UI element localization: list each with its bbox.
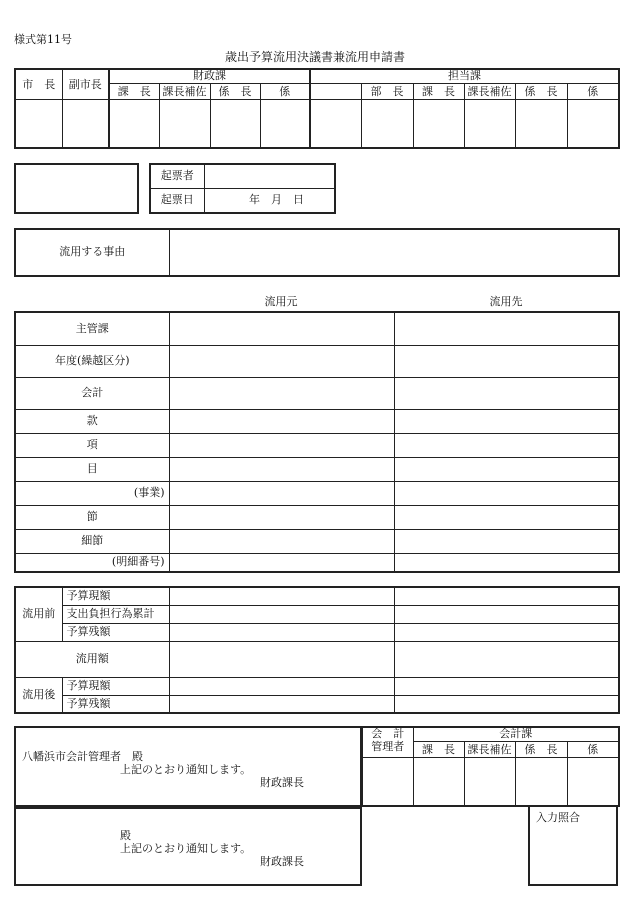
source-cell[interactable] bbox=[169, 553, 394, 572]
destination-cell[interactable] bbox=[394, 409, 619, 433]
document-number-box[interactable] bbox=[14, 163, 139, 214]
stamp-cell[interactable] bbox=[210, 100, 260, 148]
finance-col-label: 課 長 bbox=[109, 83, 159, 99]
row-label: 主管課 bbox=[15, 312, 169, 345]
approval-table bbox=[14, 68, 620, 149]
stamp-cell[interactable] bbox=[413, 758, 464, 806]
responsible-col-blank bbox=[310, 83, 361, 99]
draft-date-label: 起票日 bbox=[150, 189, 204, 214]
source-amount-cell[interactable] bbox=[169, 587, 394, 605]
stamp-cell[interactable] bbox=[361, 100, 413, 148]
destination-cell[interactable] bbox=[394, 529, 619, 553]
notice-signer: 財政課長 bbox=[260, 855, 304, 868]
notice-addressee: 殿 bbox=[120, 829, 131, 842]
stamp-cell[interactable] bbox=[362, 758, 413, 806]
stamp-cell[interactable] bbox=[109, 100, 159, 148]
amount-row-label: 予算現額 bbox=[62, 677, 169, 695]
stamp-cell[interactable] bbox=[159, 100, 210, 148]
accounting-dept-label: 会計課 bbox=[413, 727, 619, 741]
destination-cell[interactable] bbox=[394, 377, 619, 409]
responsible-col-label: 部 長 bbox=[361, 83, 413, 99]
accounting-col-label: 係 bbox=[567, 741, 619, 757]
before-transfer-label: 流用前 bbox=[15, 587, 62, 641]
responsible-col-label: 課長補佐 bbox=[464, 83, 515, 99]
notice-body: 上記のとおり通知します。 bbox=[120, 842, 252, 855]
destination-cell[interactable] bbox=[394, 345, 619, 377]
source-amount-cell[interactable] bbox=[169, 677, 394, 695]
amount-row-label: 予算残額 bbox=[62, 623, 169, 641]
drafter-table bbox=[149, 163, 336, 214]
detail-table bbox=[14, 311, 620, 573]
source-cell[interactable] bbox=[169, 433, 394, 457]
destination-amount-cell[interactable] bbox=[394, 695, 619, 713]
stamp-cell[interactable] bbox=[515, 758, 567, 806]
stamp-cell[interactable] bbox=[464, 100, 515, 148]
stamp-cell[interactable] bbox=[413, 100, 464, 148]
vice-mayor-label: 副市長 bbox=[62, 69, 109, 100]
mayor-label: 市 長 bbox=[15, 69, 62, 100]
row-label: 年度(繰越区分) bbox=[15, 345, 169, 377]
amount-row-label: 予算現額 bbox=[62, 587, 169, 605]
responsible-col-label: 係 長 bbox=[515, 83, 567, 99]
finance-dept-label: 財政課 bbox=[109, 69, 310, 83]
stamp-cell[interactable] bbox=[464, 758, 515, 806]
responsible-dept-label: 担当課 bbox=[310, 69, 619, 83]
source-cell[interactable] bbox=[169, 345, 394, 377]
row-label: 会計 bbox=[15, 377, 169, 409]
accounting-manager-label bbox=[362, 727, 413, 758]
stamp-cell[interactable] bbox=[567, 100, 619, 148]
amount-row-label: 支出負担行為累計 bbox=[62, 605, 169, 623]
destination-amount-cell[interactable] bbox=[394, 587, 619, 605]
finance-col-label: 係 bbox=[260, 83, 310, 99]
source-cell[interactable] bbox=[169, 481, 394, 505]
form-number: 様式第11号 bbox=[14, 33, 72, 46]
accounting-col-label: 係 長 bbox=[515, 741, 567, 757]
stamp-cell[interactable] bbox=[260, 100, 310, 148]
row-label: 細節 bbox=[15, 529, 169, 553]
stamp-cell[interactable] bbox=[567, 758, 619, 806]
document-title: 歳出予算流用決議書兼流用申請書 bbox=[224, 50, 405, 64]
source-cell[interactable] bbox=[169, 312, 394, 345]
notice-addressee: 八幡浜市会計管理者 殿 bbox=[22, 750, 143, 763]
destination-cell[interactable] bbox=[394, 433, 619, 457]
destination-cell[interactable] bbox=[394, 312, 619, 345]
stamp-cell[interactable] bbox=[310, 100, 361, 148]
amounts-table bbox=[14, 586, 620, 714]
destination-column-header: 流用先 bbox=[489, 295, 523, 308]
row-label: 款 bbox=[15, 409, 169, 433]
finance-col-label: 課長補佐 bbox=[159, 83, 210, 99]
accounting-manager-label-line1: 会 計 bbox=[371, 727, 405, 740]
notice-to-accounting-manager bbox=[14, 726, 362, 807]
source-cell[interactable] bbox=[169, 529, 394, 553]
transfer-amount-label: 流用額 bbox=[15, 641, 169, 677]
responsible-col-label: 係 bbox=[567, 83, 619, 99]
destination-cell[interactable] bbox=[394, 457, 619, 481]
destination-cell[interactable] bbox=[394, 505, 619, 529]
row-label: (明細番号) bbox=[15, 553, 169, 572]
row-label: 節 bbox=[15, 505, 169, 529]
reason-table bbox=[14, 228, 620, 277]
accounting-col-label: 課長補佐 bbox=[464, 741, 515, 757]
draft-date-field[interactable]: 年 月 日 bbox=[204, 189, 335, 214]
notice-body: 上記のとおり通知します。 bbox=[120, 763, 252, 776]
source-cell[interactable] bbox=[169, 505, 394, 529]
destination-amount-cell[interactable] bbox=[394, 605, 619, 623]
drafter-field[interactable] bbox=[204, 164, 335, 189]
stamp-cell[interactable] bbox=[62, 100, 109, 148]
after-transfer-label: 流用後 bbox=[15, 677, 62, 713]
destination-amount-cell[interactable] bbox=[394, 641, 619, 677]
drafter-label: 起票者 bbox=[150, 164, 204, 189]
source-amount-cell[interactable] bbox=[169, 605, 394, 623]
input-check-box[interactable] bbox=[528, 805, 618, 886]
stamp-cell[interactable] bbox=[15, 100, 62, 148]
source-column-header: 流用元 bbox=[264, 295, 298, 308]
accounting-manager-label-line2: 管理者 bbox=[371, 739, 405, 753]
source-amount-cell[interactable] bbox=[169, 623, 394, 641]
notice-signer: 財政課長 bbox=[260, 776, 304, 789]
input-check-label: 入力照合 bbox=[536, 811, 580, 824]
amount-row-label: 予算残額 bbox=[62, 695, 169, 713]
stamp-cell[interactable] bbox=[515, 100, 567, 148]
destination-amount-cell[interactable] bbox=[394, 623, 619, 641]
source-cell[interactable] bbox=[169, 377, 394, 409]
row-label: (事業) bbox=[15, 481, 169, 505]
destination-amount-cell[interactable] bbox=[394, 677, 619, 695]
finance-col-label: 係 長 bbox=[210, 83, 260, 99]
destination-cell[interactable] bbox=[394, 553, 619, 572]
notice-to-addressee bbox=[14, 807, 362, 886]
reason-field[interactable] bbox=[169, 229, 619, 276]
source-amount-cell[interactable] bbox=[169, 641, 394, 677]
row-label: 項 bbox=[15, 433, 169, 457]
accounting-approval-table bbox=[361, 726, 620, 807]
row-label: 目 bbox=[15, 457, 169, 481]
responsible-col-label: 課 長 bbox=[413, 83, 464, 99]
accounting-col-label: 課 長 bbox=[413, 741, 464, 757]
destination-cell[interactable] bbox=[394, 481, 619, 505]
source-cell[interactable] bbox=[169, 409, 394, 433]
source-amount-cell[interactable] bbox=[169, 695, 394, 713]
source-cell[interactable] bbox=[169, 457, 394, 481]
reason-label: 流用する事由 bbox=[15, 229, 169, 276]
